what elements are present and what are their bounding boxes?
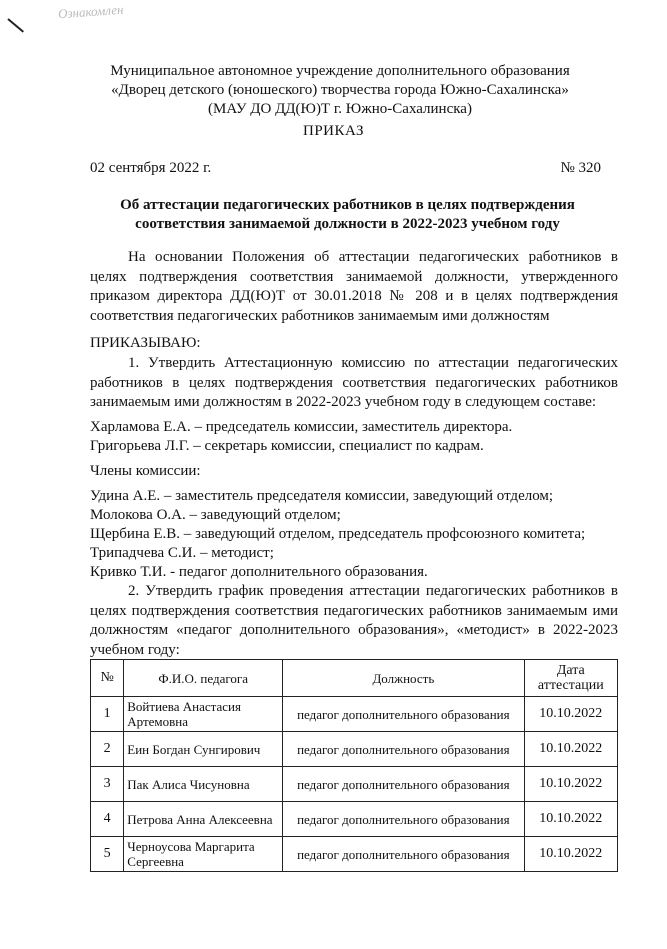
column-header-name: Ф.И.О. педагога <box>124 660 283 697</box>
attestation-date: 10.10.2022 <box>524 837 617 872</box>
table-row <box>91 732 618 767</box>
attestation-date: 10.10.2022 <box>524 697 617 732</box>
table-row <box>91 697 618 732</box>
commission-chair: Харламова Е.А. – председатель комиссии, заместитель директора. <box>90 419 513 435</box>
row-number: 2 <box>91 732 124 767</box>
commission-secretary: Григорьева Л.Г. – секретарь комиссии, специалист по кадрам. <box>90 438 484 454</box>
teacher-position: педагог дополнительного образования <box>283 802 524 837</box>
order-number: № 320 <box>560 160 601 176</box>
attestation-date: 10.10.2022 <box>524 802 617 837</box>
teacher-position: педагог дополнительного образования <box>283 767 524 802</box>
member-item: Кривко Т.И. - педагог дополнительного образования. <box>90 564 428 580</box>
teacher-name: Войтиева Анастасия Артемовна <box>124 697 283 732</box>
document-type: ПРИКАЗ <box>303 123 364 139</box>
teacher-name: Петрова Анна Алексеевна <box>124 802 283 837</box>
teacher-position: педагог дополнительного образования <box>283 837 524 872</box>
member-item: Щербина Е.В. – заведующий отделом, председатель профсоюзного комитета; <box>90 526 586 542</box>
attestation-schedule-table <box>90 659 618 872</box>
organization-name-line1: Муниципальное автономное учреждение дополнительного образования <box>110 63 570 79</box>
teacher-position: педагог дополнительного образования <box>283 697 524 732</box>
attestation-date: 10.10.2022 <box>524 732 617 767</box>
row-number: 5 <box>91 837 124 872</box>
pen-mark <box>7 18 24 32</box>
item-2: 2. Утвердить график проведения аттестации педагогических работников в целях подтверждения соответствия педагогических работников занимаемым ими должностям «педагог дополнительного образования», «методист» в 2022-2023 учебном году: <box>90 583 618 658</box>
table-row <box>91 802 618 837</box>
attestation-date: 10.10.2022 <box>524 767 617 802</box>
teacher-position: педагог дополнительного образования <box>283 732 524 767</box>
teacher-name: Еин Богдан Сунгирович <box>124 732 283 767</box>
column-header-date: Дата аттестации <box>524 660 617 697</box>
members-heading: Члены комиссии: <box>90 463 201 479</box>
order-subject <box>90 196 605 234</box>
table-row <box>91 767 618 802</box>
teacher-name: Черноусова Маргарита Сергеевна <box>124 837 283 872</box>
subject-line1: Об аттестации педагогических работников в целях подтверждения <box>120 197 575 213</box>
organization-name-line2: «Дворец детского (юношеского) творчества города Южно-Сахалинска» <box>111 82 569 98</box>
table-row <box>91 837 618 872</box>
column-header-position: Должность <box>283 660 524 697</box>
row-number: 1 <box>91 697 124 732</box>
subject-line2: соответствия занимаемой должности в 2022-2023 учебном году <box>135 216 560 232</box>
row-number: 4 <box>91 802 124 837</box>
column-header-number: № <box>91 660 124 697</box>
member-item: Трипадчева С.И. – методист; <box>90 545 274 561</box>
order-date: 02 сентября 2022 г. <box>90 160 212 176</box>
preamble: На основании Положения об аттестации педагогических работников в целях подтверждения соответствия занимаемой должности, утвержденного приказом директора ДД(Ю)Т от 30.01.2018 № 208 и в целях подтверждения соответствия педагогических работников занимаемым ими должностям <box>90 249 618 324</box>
row-number: 3 <box>91 767 124 802</box>
member-item: Удина А.Е. – заместитель председателя комиссии, заведующий отделом; <box>90 488 554 504</box>
member-item: Молокова О.А. – заведующий отделом; <box>90 507 341 523</box>
item-1: 1. Утвердить Аттестационную комиссию по аттестации педагогических работников в целях подтверждения соответствия педагогических работников занимаемым ими должностям в 2022-2023 учебном году в следующем составе: <box>90 355 618 410</box>
organization-short-name: (МАУ ДО ДД(Ю)Т г. Южно-Сахалинска) <box>208 101 472 117</box>
order-word: ПРИКАЗЫВАЮ: <box>90 335 201 351</box>
handwritten-note: Ознакомлен <box>57 1 124 22</box>
table-header-row <box>91 660 618 697</box>
teacher-name: Пак Алиса Чисуновна <box>124 767 283 802</box>
